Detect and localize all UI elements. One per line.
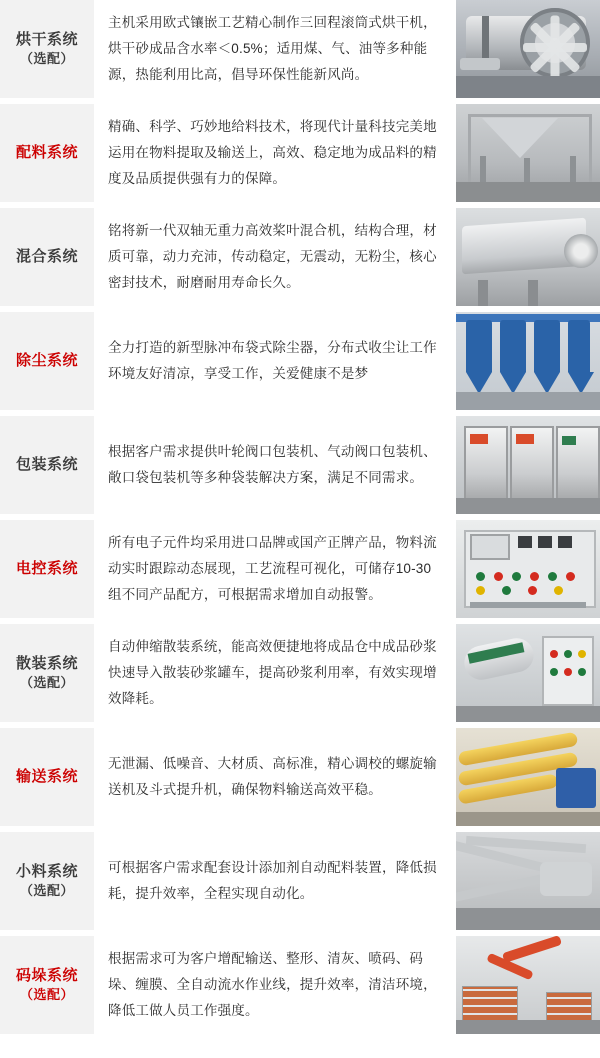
spec-row <box>0 520 600 618</box>
system-label-cell <box>0 0 94 98</box>
system-label-cell <box>0 312 94 410</box>
twin-shaft-mixer-photo <box>456 208 600 306</box>
spec-row <box>0 728 600 826</box>
palletizing-robot-photo <box>456 936 600 1034</box>
spec-row <box>0 624 600 722</box>
system-description-cell <box>94 520 456 618</box>
system-label-cell <box>0 728 94 826</box>
system-label-main: 电控系统 <box>15 559 78 577</box>
system-description-cell <box>94 0 456 98</box>
system-description-cell <box>94 104 456 202</box>
system-description: 无泄漏、低噪音、大材质、高标准，精心调校的螺旋输送机及斗式提升机，确保物料输送高效平稳。 <box>108 755 437 797</box>
system-description-cell <box>94 728 456 826</box>
system-description: 全力打造的新型脉冲布袋式除尘器，分布式收尘让工作环境友好清凉，享受工作，关爱健康不是梦 <box>108 339 437 381</box>
system-description-cell <box>94 936 456 1034</box>
additive-dosing-system-photo <box>456 832 600 930</box>
system-label-cell <box>0 104 94 202</box>
system-label-cell <box>0 416 94 514</box>
system-label-main: 码垛系统 <box>15 967 78 985</box>
system-label-main: 配料系统 <box>15 143 78 161</box>
system-description: 根据客户需求提供叶轮阀口包装机、气动阀口包装机、敞口袋包装机等多种袋装解决方案，满足不同需求。 <box>108 443 437 485</box>
pulse-bag-dust-collector-photo <box>456 312 600 410</box>
system-label-main: 除尘系统 <box>15 351 78 369</box>
system-description: 自动伸缩散装系统，能高效便捷地将成品仓中成品砂浆快速导入散装砂浆罐车，提高砂浆利用率，有效实现增效降耗。 <box>108 638 437 707</box>
system-label-cell <box>0 936 94 1034</box>
system-description: 所有电子元件均采用进口品牌或国产正牌产品，物料流动实时跟踪动态展现，工艺流程可视化，可储存10-30组不同产品配方，可根据需求增加自动报警。 <box>108 534 437 603</box>
spec-row <box>0 832 600 930</box>
system-description-cell <box>94 312 456 410</box>
spec-row <box>0 0 600 98</box>
system-label-cell <box>0 208 94 306</box>
system-description: 主机采用欧式镶嵌工艺精心制作三回程滚筒式烘干机，烘干砂成品含水率＜0.5%；适用煤、气、油等多种能源，热能利用比高，倡导环保性能新风尚。 <box>108 14 437 83</box>
screw-conveyor-photo <box>456 728 600 826</box>
bulk-loading-system-photo <box>456 624 600 722</box>
system-label-main: 散装系统 <box>15 655 78 673</box>
system-description-cell <box>94 416 456 514</box>
system-label-main: 烘干系统 <box>15 31 78 49</box>
system-label-sub: （选配） <box>19 883 74 899</box>
system-label-cell <box>0 624 94 722</box>
system-description: 根据需求可为客户增配输送、整形、清灰、喷码、码垛、缠膜、全自动流水作业线，提升效率，清洁环境，降低工做人员工作强度。 <box>108 950 437 1019</box>
batching-system-photo <box>456 104 600 202</box>
system-description-cell <box>94 208 456 306</box>
system-description: 铭将新一代双轴无重力高效桨叶混合机，结构合理，材质可靠，动力充沛，传动稳定，无震动，无粉尘，核心密封技术，耐磨耐用寿命长久。 <box>108 222 437 291</box>
spec-row <box>0 416 600 514</box>
system-description: 精确、科学、巧妙地给料技术，将现代计量科技完美地运用在物料提取及输送上，高效、稳定地为成品料的精度及品质提供强有力的保障。 <box>108 118 437 187</box>
system-label-sub: （选配） <box>19 987 74 1003</box>
system-description-cell <box>94 624 456 722</box>
rotary-dryer-photo <box>456 0 600 98</box>
spec-row <box>0 104 600 202</box>
packing-machine-photo <box>456 416 600 514</box>
electric-control-cabinet-photo <box>456 520 600 618</box>
system-description: 可根据客户需求配套设计添加剂自动配料装置，降低损耗，提升效率，全程实现自动化。 <box>108 859 437 901</box>
system-label-sub: （选配） <box>19 51 74 67</box>
system-label-main: 小料系统 <box>15 863 78 881</box>
spec-row <box>0 936 600 1034</box>
system-label-cell <box>0 520 94 618</box>
system-label-main: 包装系统 <box>15 455 78 473</box>
system-label-cell <box>0 832 94 930</box>
spec-row <box>0 208 600 306</box>
system-label-main: 输送系统 <box>15 767 78 785</box>
system-label-sub: （选配） <box>19 675 74 691</box>
system-description-cell <box>94 832 456 930</box>
spec-row <box>0 312 600 410</box>
system-label-main: 混合系统 <box>15 247 78 265</box>
